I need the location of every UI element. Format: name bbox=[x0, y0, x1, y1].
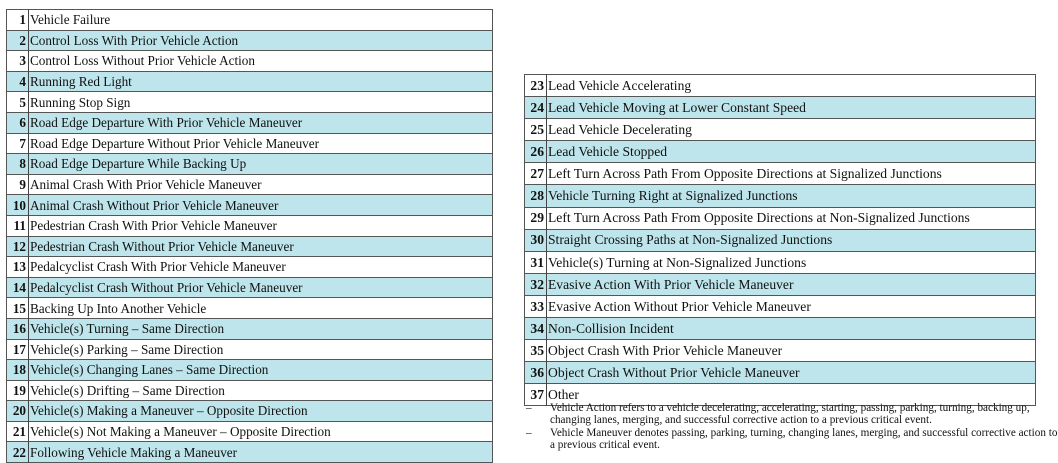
scenario-label: Backing Up Into Another Vehicle bbox=[30, 300, 207, 316]
table-row bbox=[7, 236, 493, 257]
scenario-label: Evasive Action Without Prior Vehicle Maneuver bbox=[548, 298, 811, 314]
scenario-number: 2 bbox=[7, 30, 29, 51]
scenario-label: Road Edge Departure With Prior Vehicle Maneuver bbox=[29, 112, 493, 133]
scenario-label: Straight Crossing Paths at Non-Signalized Junctions bbox=[547, 229, 1036, 251]
scenario-number: 3 bbox=[7, 51, 29, 72]
table-row bbox=[7, 174, 493, 195]
scenario-number: 11 bbox=[7, 215, 29, 236]
scenario-number: 19 bbox=[7, 380, 29, 401]
table-row bbox=[7, 380, 493, 401]
table-row bbox=[7, 92, 493, 113]
table-row bbox=[7, 10, 493, 31]
scenario-number: 23 bbox=[525, 75, 547, 97]
scenario-label: Following Vehicle Making a Maneuver bbox=[29, 442, 493, 463]
scenario-number: 36 bbox=[525, 362, 547, 384]
scenario-label: Lead Vehicle Stopped bbox=[547, 141, 1036, 163]
table-row bbox=[525, 163, 1036, 185]
table-row bbox=[7, 51, 493, 72]
scenario-label: Vehicle(s) Parking – Same Direction bbox=[30, 341, 224, 357]
scenario-label: Left Turn Across Path From Opposite Directions at Non-Signalized Junctions bbox=[548, 210, 970, 226]
scenario-number: 16 bbox=[7, 318, 29, 339]
dash-bullet: – bbox=[526, 402, 532, 414]
scenario-number: 31 bbox=[525, 251, 547, 273]
scenario-label: Vehicle(s) Changing Lanes – Same Direction bbox=[29, 360, 493, 381]
footnote-text: Vehicle Action refers to a vehicle decelerating, accelerating, starting, passing, parking, turning, backing up, changing lanes, merging, and successful corrective action to a previous critical event. bbox=[550, 402, 1030, 426]
scenario-label: Pedalcyclist Crash Without Prior Vehicle Maneuver bbox=[29, 277, 493, 298]
scenario-number: 20 bbox=[7, 401, 29, 422]
table-row bbox=[7, 215, 493, 236]
scenario-label: Evasive Action With Prior Vehicle Maneuver bbox=[547, 273, 1036, 295]
pre-crash-scenarios-table-left bbox=[6, 9, 493, 463]
table-row bbox=[7, 401, 493, 422]
scenario-label: Lead Vehicle Moving at Lower Constant Speed bbox=[547, 97, 1036, 119]
table-row bbox=[525, 141, 1036, 163]
scenario-number: 18 bbox=[7, 360, 29, 381]
scenario-number: 35 bbox=[525, 340, 547, 362]
table-row bbox=[7, 421, 493, 442]
scenario-label: Animal Crash Without Prior Vehicle Maneuver bbox=[29, 195, 493, 216]
table-row bbox=[7, 339, 493, 360]
table-row bbox=[7, 360, 493, 381]
scenario-number: 25 bbox=[525, 119, 547, 141]
table-row bbox=[7, 71, 493, 92]
scenario-label: Vehicle Failure bbox=[30, 12, 111, 28]
table-row bbox=[7, 154, 493, 175]
scenario-number: 28 bbox=[525, 185, 547, 207]
scenario-number: 10 bbox=[7, 195, 29, 216]
table-row bbox=[525, 229, 1036, 251]
table-row bbox=[7, 195, 493, 216]
scenario-label: Road Edge Departure Without Prior Vehicle Maneuver bbox=[30, 135, 320, 151]
scenario-label: Vehicle(s) Drifting – Same Direction bbox=[30, 382, 225, 398]
scenario-label: Object Crash Without Prior Vehicle Maneuver bbox=[547, 362, 1036, 384]
scenario-label: Left Turn Across Path From Opposite Directions at Signalized Junctions bbox=[548, 166, 942, 182]
dash-bullet: – bbox=[526, 427, 532, 439]
scenario-number: 9 bbox=[7, 174, 29, 195]
table-row bbox=[7, 30, 493, 51]
scenario-number: 15 bbox=[7, 298, 29, 319]
scenario-number: 22 bbox=[7, 442, 29, 463]
footnote-text: Vehicle Maneuver denotes passing, parking, turning, changing lanes, merging, and successful corrective action to a previous critical event. bbox=[550, 427, 1058, 451]
table-row bbox=[525, 362, 1036, 384]
table-row bbox=[525, 295, 1036, 317]
scenario-number: 13 bbox=[7, 257, 29, 278]
scenario-number: 29 bbox=[525, 207, 547, 229]
scenario-label: Control Loss With Prior Vehicle Action bbox=[29, 30, 493, 51]
footnote-vehicle-maneuver bbox=[524, 427, 1058, 451]
footnote-vehicle-action bbox=[524, 402, 1058, 426]
scenario-number: 24 bbox=[525, 97, 547, 119]
scenario-label: Running Stop Sign bbox=[30, 94, 131, 110]
table-row bbox=[7, 257, 493, 278]
table-row bbox=[525, 185, 1036, 207]
table-row bbox=[525, 97, 1036, 119]
table-row bbox=[7, 318, 493, 339]
scenario-label: Vehicle(s) Turning at Non-Signalized Junctions bbox=[548, 254, 807, 270]
scenario-label: Pedestrian Crash Without Prior Vehicle Maneuver bbox=[29, 236, 493, 257]
scenario-label: Pedestrian Crash With Prior Vehicle Maneuver bbox=[30, 218, 277, 234]
scenario-number: 32 bbox=[525, 273, 547, 295]
table-row bbox=[525, 119, 1036, 141]
scenario-label: Pedalcyclist Crash With Prior Vehicle Maneuver bbox=[30, 259, 286, 275]
scenario-label: Animal Crash With Prior Vehicle Maneuver bbox=[30, 176, 262, 192]
scenario-label: Vehicle(s) Making a Maneuver – Opposite Direction bbox=[29, 401, 493, 422]
table-row bbox=[7, 133, 493, 154]
scenario-number: 4 bbox=[7, 71, 29, 92]
scenario-number: 1 bbox=[7, 10, 29, 31]
scenario-label: Vehicle Turning Right at Signalized Junctions bbox=[547, 185, 1036, 207]
scenario-label: Road Edge Departure While Backing Up bbox=[29, 154, 493, 175]
scenario-label: Other bbox=[548, 387, 579, 403]
scenario-label: Lead Vehicle Decelerating bbox=[548, 121, 692, 137]
table-row bbox=[7, 277, 493, 298]
scenario-label: Vehicle(s) Turning – Same Direction bbox=[29, 318, 493, 339]
scenario-number: 8 bbox=[7, 154, 29, 175]
scenario-label: Lead Vehicle Accelerating bbox=[548, 77, 692, 93]
scenario-label: Vehicle(s) Not Making a Maneuver – Opposite Direction bbox=[30, 424, 331, 440]
table-row bbox=[7, 298, 493, 319]
scenario-number: 30 bbox=[525, 229, 547, 251]
scenario-number: 7 bbox=[7, 133, 29, 154]
scenario-number: 5 bbox=[7, 92, 29, 113]
scenario-number: 27 bbox=[525, 163, 547, 185]
table-row bbox=[525, 273, 1036, 295]
footnotes bbox=[524, 402, 1058, 452]
scenario-number: 33 bbox=[525, 295, 547, 317]
scenario-label: Control Loss Without Prior Vehicle Action bbox=[30, 53, 255, 69]
table-row bbox=[525, 207, 1036, 229]
scenario-number: 34 bbox=[525, 318, 547, 340]
scenario-number: 12 bbox=[7, 236, 29, 257]
scenario-number: 37 bbox=[525, 384, 547, 406]
table-row bbox=[7, 442, 493, 463]
scenario-number: 14 bbox=[7, 277, 29, 298]
scenario-label: Non-Collision Incident bbox=[547, 318, 1036, 340]
scenario-label: Running Red Light bbox=[29, 71, 493, 92]
scenario-number: 17 bbox=[7, 339, 29, 360]
scenario-number: 6 bbox=[7, 112, 29, 133]
table-row bbox=[525, 251, 1036, 273]
scenario-label: Object Crash With Prior Vehicle Maneuver bbox=[548, 342, 783, 358]
table-row bbox=[525, 340, 1036, 362]
scenario-number: 26 bbox=[525, 141, 547, 163]
scenario-number: 21 bbox=[7, 421, 29, 442]
table-row bbox=[525, 75, 1036, 97]
table-row bbox=[7, 112, 493, 133]
table-row bbox=[525, 318, 1036, 340]
pre-crash-scenarios-table-right bbox=[524, 74, 1036, 406]
